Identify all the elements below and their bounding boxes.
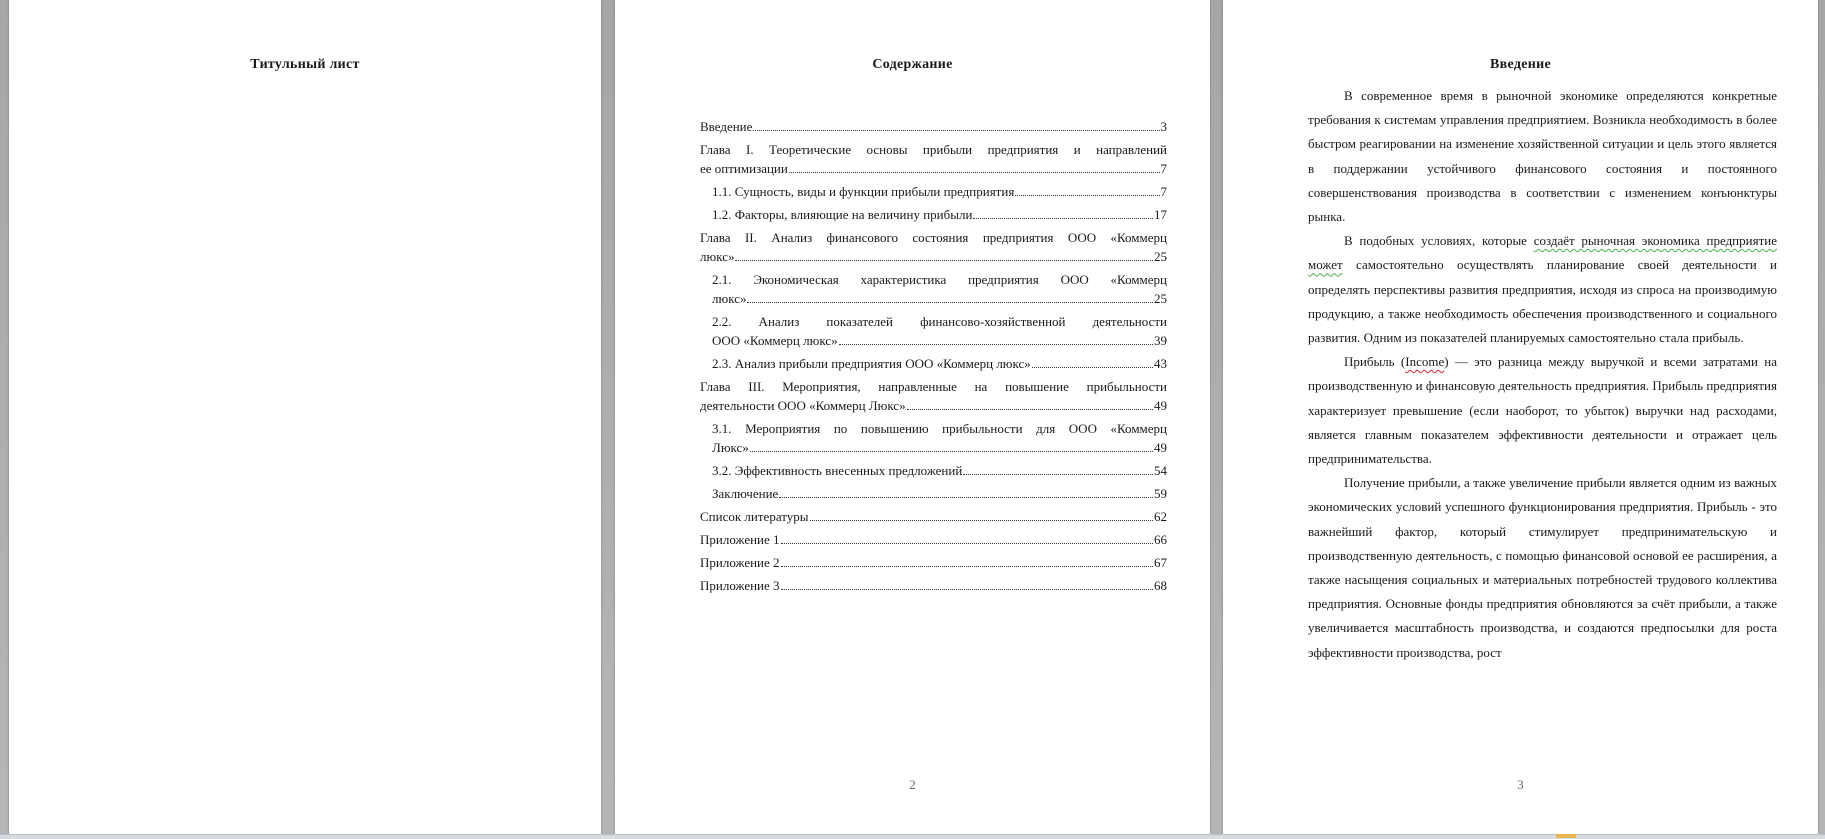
toc-leader (753, 129, 1159, 131)
toc-entry[interactable]: 2.2. Анализ показателей финансово-хозяйственной деятельности ООО «Коммерц люкс» 39 (712, 314, 1167, 348)
toc-entry[interactable]: Заключение 59 (712, 486, 1167, 501)
page-heading: Содержание (872, 57, 953, 72)
toc-entry[interactable]: Приложение 1 66 (700, 532, 1167, 547)
paragraph: В подобных условиях, которые создаёт рыночная экономика предприятие может самостоятельно осуществлять планирование своей деятельности и определять перспективы развития предприятия, исходя из спроса на производимую продукцию, а также необходимость обеспечения производственного и социального развития. Одним из показателей планируемых самостоятельно стала прибыль. (1308, 233, 1777, 346)
toc-leader (789, 171, 1160, 173)
toc-entry[interactable]: Введение 3 (700, 119, 1167, 134)
page-introduction[interactable] (1223, 0, 1818, 834)
toc-entry[interactable]: 3.2. Эффективность внесенных предложений 54 (712, 463, 1167, 478)
page-number: 3 (1517, 777, 1524, 792)
toc-entry[interactable]: 1.2. Факторы, влияющие на величину прибыли 17 (712, 207, 1167, 222)
page-heading: Введение (1490, 57, 1551, 72)
toc-entry[interactable]: 3.1. Мероприятия по повышению прибыльности для ООО «Коммерц Люкс» 49 (712, 421, 1167, 455)
toc-leader (735, 259, 1153, 261)
toc-leader (750, 450, 1153, 452)
paragraph: В современное время в рыночной экономике определяются конкретные требования к системам управления предприятием. Возникла необходимость в более быстром реагировании на изменение хозяйственной ситуации и цель этого является в поддержании устойчивого финансового состояния и постоянного совершенствования производства в соответствии с изменением конъюнктуры рынка. (1308, 88, 1777, 225)
toc-leader (747, 301, 1153, 303)
grammar-squiggle[interactable]: создаёт рыночная экономика предприятие может (1308, 233, 1777, 273)
page-table-of-contents[interactable] (615, 0, 1210, 834)
toc-entry[interactable]: Глава I. Теоретические основы прибыли предприятия и направлений ее оптимизации 7 (700, 142, 1167, 176)
toc-leader (907, 408, 1153, 410)
toc-entry[interactable]: 2.1. Экономическая характеристика предприятия ООО «Коммерц люкс» 25 (712, 272, 1167, 306)
body-text[interactable] (1308, 84, 1777, 665)
toc-entry[interactable]: Приложение 3 68 (700, 578, 1167, 593)
toc-leader (839, 343, 1153, 345)
toc-entry[interactable]: Приложение 2 67 (700, 555, 1167, 570)
toc-leader (779, 496, 1153, 498)
status-indicator[interactable] (1556, 834, 1576, 838)
page-number: 2 (909, 777, 916, 792)
page-heading: Титульный лист (250, 57, 360, 72)
toc-entry[interactable]: Глава III. Мероприятия, направленные на повышение прибыльности деятельности ООО «Коммерц Люкс» 49 (700, 379, 1167, 413)
toc-entry[interactable]: Глава II. Анализ финансового состояния предприятия ООО «Коммерц люкс» 25 (700, 230, 1167, 264)
toc-leader (781, 542, 1153, 544)
toc-list (700, 117, 1167, 599)
status-bar (0, 834, 1825, 839)
page-title-sheet[interactable] (9, 0, 601, 834)
toc-leader (781, 565, 1153, 567)
toc-entry[interactable]: 2.3. Анализ прибыли предприятия ООО «Коммерц люкс» 43 (712, 356, 1167, 371)
toc-leader (1032, 366, 1153, 368)
toc-entry[interactable]: 1.1. Сущность, виды и функции прибыли предприятия 7 (712, 184, 1167, 199)
toc-leader (810, 519, 1154, 521)
toc-leader (1015, 194, 1159, 196)
toc-leader (963, 473, 1153, 475)
toc-leader (781, 588, 1153, 590)
toc-entry[interactable]: Список литературы 62 (700, 509, 1167, 524)
paragraph: Получение прибыли, а также увеличение прибыли является одним из важных экономических условий успешного функционирования предприятия. Прибыль - это важнейший фактор, который стимулирует предпринимательскую и производственную деятельность, с помощью финансовой основой ее расширения, а также насыщения социальных и материальных потребностей трудового коллектива предприятия. Основные фонды предприятия обновляются за счёт прибыли, а также увеличивается масштабность производства, и создаются предпосылки для роста эффективности производства, рост (1308, 475, 1777, 660)
paragraph: Прибыль (Income) — это разница между выручкой и всеми затратами на производственную и финансовую деятельность предприятия. Прибыль предприятия характеризует превышение (если наоборот, то убыток) выручки над расходами, является главным показателем эффективности деятельности и отражает цель предпринимательства. (1308, 354, 1777, 467)
spelling-squiggle[interactable]: Income (1405, 354, 1445, 370)
toc-leader (973, 217, 1153, 219)
